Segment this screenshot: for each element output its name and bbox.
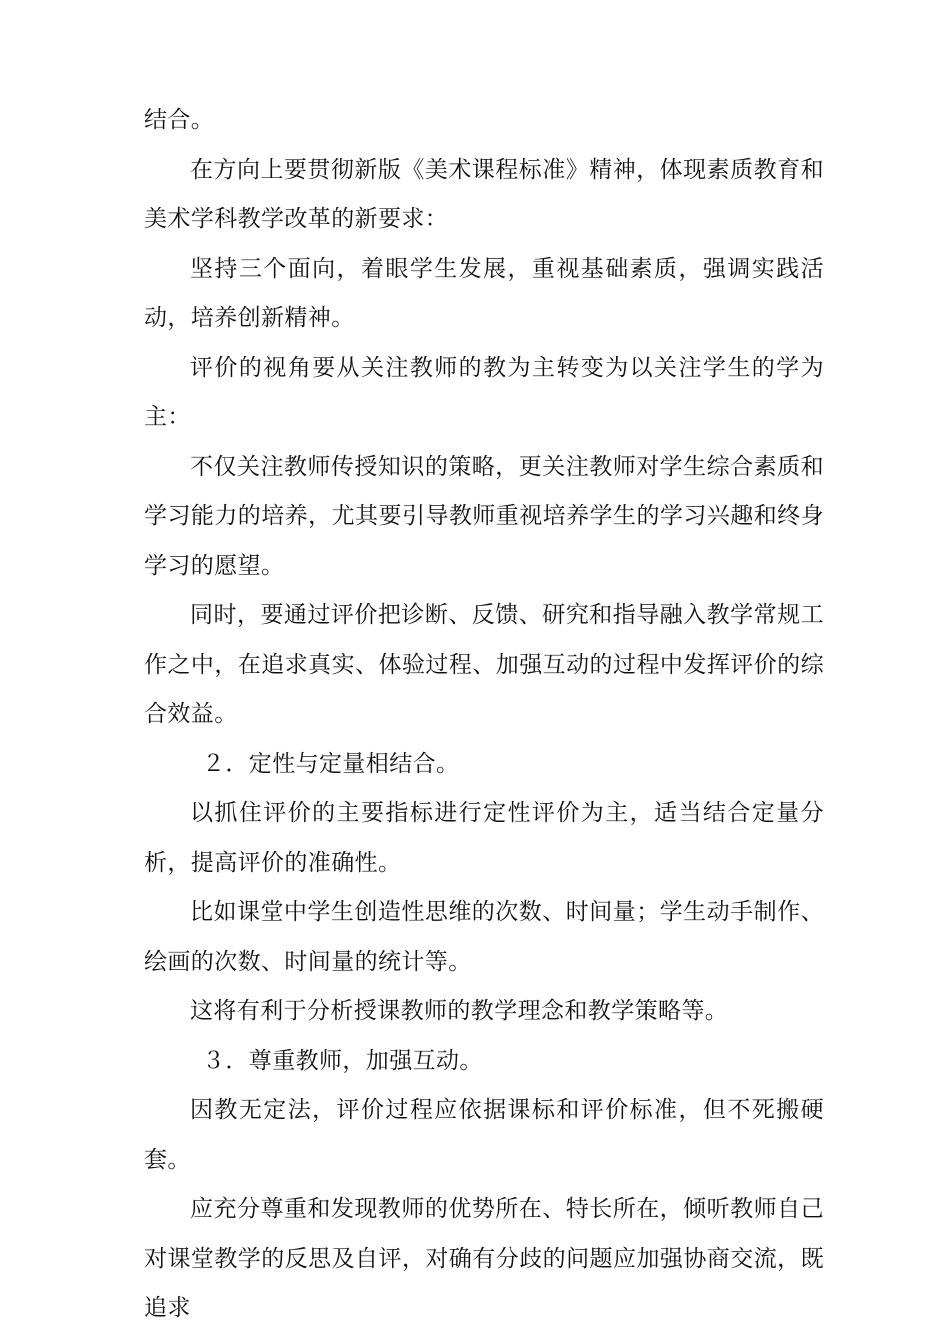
document-body <box>144 96 824 1334</box>
paragraph-continuation: 结合。 <box>144 107 215 133</box>
paragraph: 不仅关注教师传授知识的策略，更关注教师对学生综合素质和学习能力的培养，尤其要引导教师重视培养学生的学习兴趣和终身学习的愿望。 <box>144 453 824 579</box>
section-heading-2: ２．定性与定量相结合。 <box>202 750 460 777</box>
paragraph: 同时，要通过评价把诊断、反馈、研究和指导融入教学常规工作之中，在追求真实、体验过程、加强互动的过程中发挥评价的综合效益。 <box>144 602 824 727</box>
paragraph: 以抓住评价的主要指标进行定性评价为主，适当结合定量分析，提高评价的准确性。 <box>144 800 824 876</box>
paragraph: 坚持三个面向，着眼学生发展，重视基础素质，强调实践活动，培养创新精神。 <box>144 255 824 331</box>
paragraph: 因教无定法，评价过程应依据课标和评价标准，但不死搬硬套。 <box>144 1097 824 1173</box>
paragraph: 在方向上要贯彻新版《美术课程标准》精神，体现素质教育和美术学科教学改革的新要求： <box>144 156 824 232</box>
section-heading-3: ３．尊重教师，加强互动。 <box>202 1047 483 1074</box>
paragraph: 这将有利于分析授课教师的教学理念和教学策略等。 <box>190 998 729 1024</box>
paragraph: 评价的视角要从关注教师的教为主转变为以关注学生的学为主： <box>144 354 824 430</box>
paragraph: 应充分尊重和发现教师的优势所在、特长所在，倾听教师自己对课堂教学的反思及自评，对确有分歧的问题应加强协商交流，既追求 <box>144 1196 824 1321</box>
paragraph: 比如课堂中学生创造性思维的次数、时间量；学生动手制作、绘画的次数、时间量的统计等。 <box>144 899 824 975</box>
